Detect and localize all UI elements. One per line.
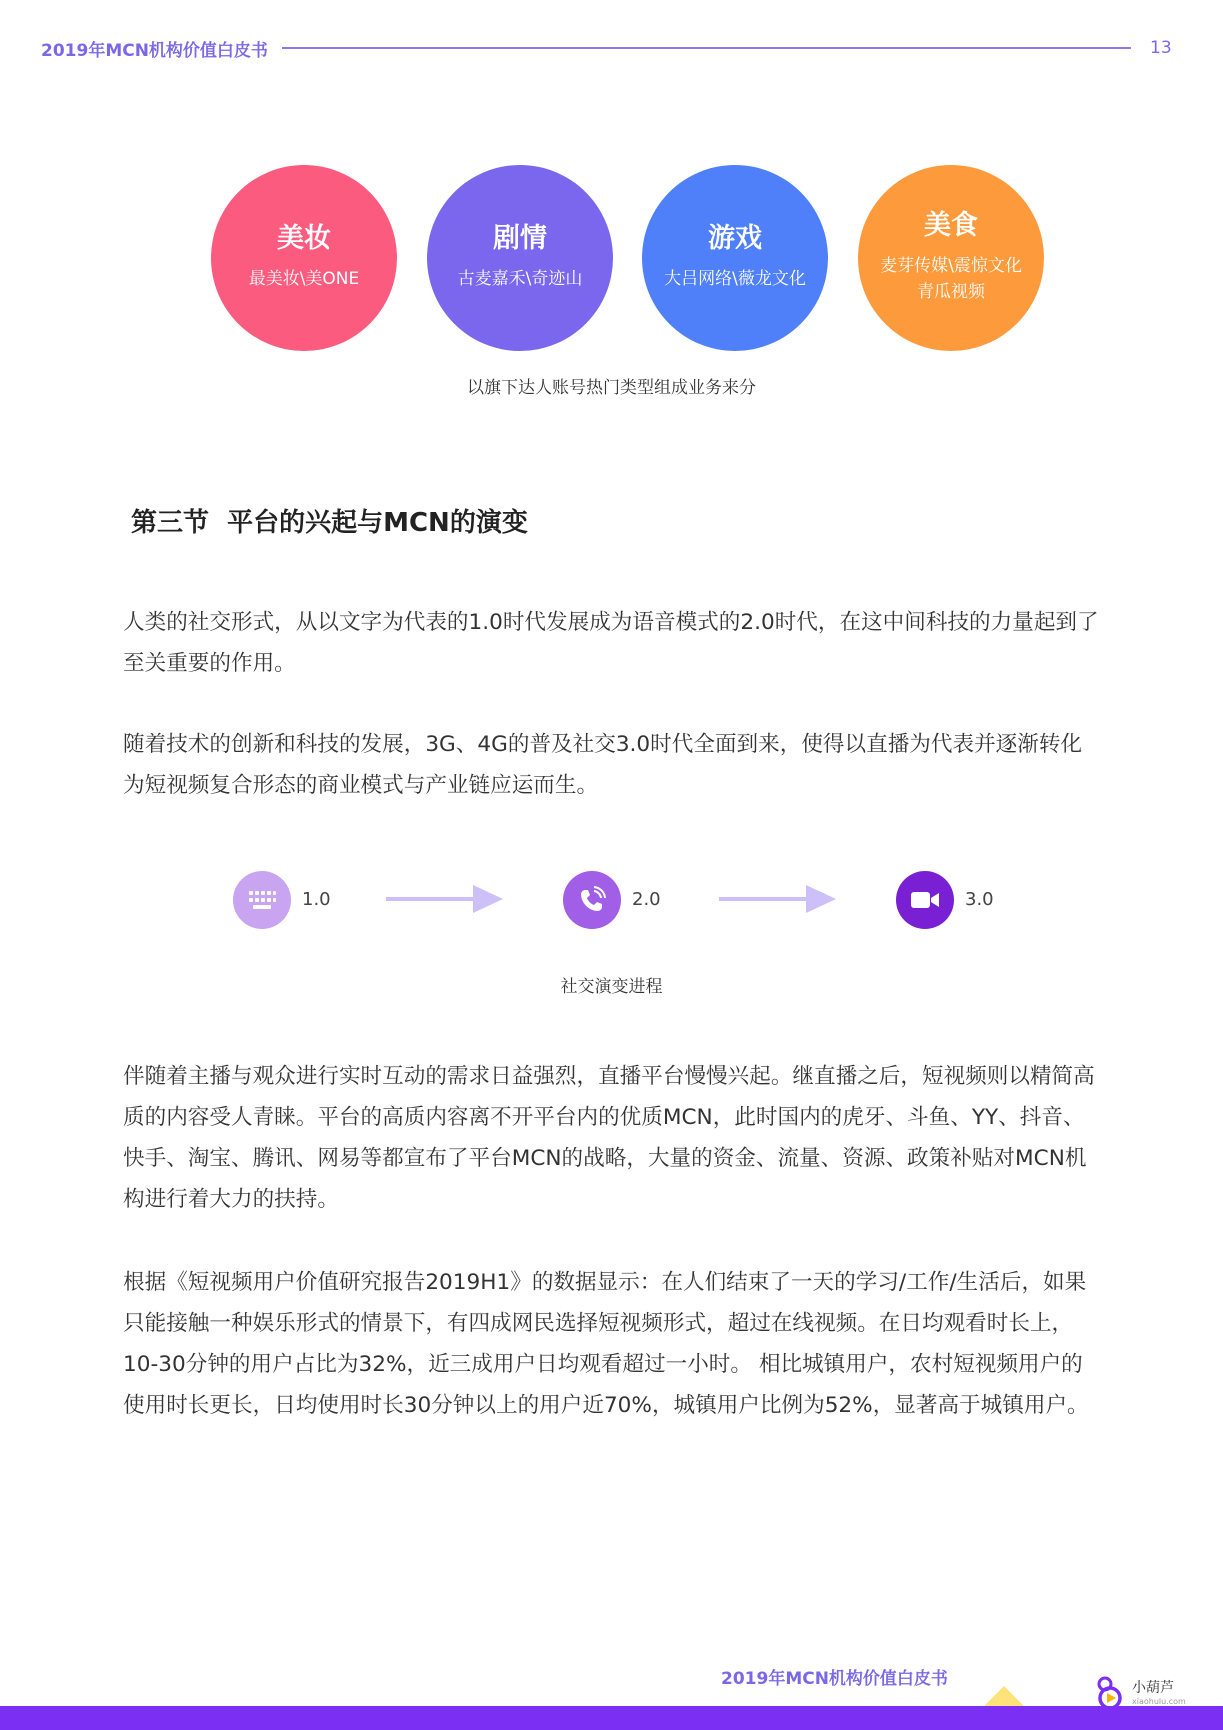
- paragraph-2: 随着技术的创新和科技的发展，3G、4G的普及社交3.0时代全面到来，使得以直播为代表并逐渐转化为短视频复合形态的商业模式与产业链应运而生。: [123, 732, 1083, 798]
- keyboard-icon: [247, 889, 277, 911]
- category-title: 剧情: [493, 223, 547, 255]
- category-subtitle: 古麦嘉禾\奇迹山: [457, 268, 583, 289]
- category-subtitle: 大吕网络\薇龙文化: [664, 268, 806, 289]
- header-divider: [282, 47, 1131, 49]
- category-title: 游戏: [708, 223, 762, 255]
- category-circle-game: [642, 165, 828, 351]
- footer-title: 2019年MCN机构价值白皮书: [721, 1669, 948, 1689]
- category-title: 美食: [924, 210, 978, 242]
- category-subtitle: 最美妆\美ONE: [248, 268, 360, 289]
- timeline-stage-3: [896, 871, 954, 929]
- footer-brand: 小葫芦: [1132, 1680, 1174, 1696]
- category-circle-drama: [427, 165, 613, 351]
- categories-caption: 以旗下达人账号热门类型组成业务来分: [467, 378, 756, 398]
- timeline-arrowhead-1: [473, 885, 503, 913]
- timeline-arrow-1: [386, 897, 476, 901]
- paragraph-1: 人类的社交形式，从以文字为代表的1.0时代发展成为语音模式的2.0时代，在这中间科技的力量起到了至关重要的作用。: [123, 610, 1099, 676]
- timeline-caption: 社交演变进程: [560, 977, 663, 997]
- category-subtitle: 麦芽传媒\震惊文化 青瓜视频: [880, 255, 1022, 302]
- phone-icon: [577, 885, 607, 915]
- timeline-arrow-2: [719, 897, 809, 901]
- paragraph-4: 根据《短视频用户价值研究报告2019H1》的数据显示：在人们结束了一天的学习/工作/生活后，如果只能接触一种娱乐形式的情景下，有四成网民选择短视频形式，超过在线视频。在日均观看时长上，10-30分钟的用户占比为32%，近三成用户日均观看超过一小时。 相比城镇用户，农村短视频用户的使用时长更长，日均使用时长30分钟以上的用户近70%，城镇用户比例为52%，显著高于城镇用户。: [123, 1270, 1089, 1418]
- footer-brand-url: xiaohulu.com: [1132, 1697, 1186, 1706]
- category-title: 美妆: [277, 223, 331, 255]
- timeline-stage-1: [233, 871, 291, 929]
- section-title: 第三节 平台的兴起与MCN的演变: [131, 508, 528, 538]
- timeline-label-2: 2.0: [632, 889, 661, 910]
- timeline-label-1: 1.0: [302, 889, 331, 910]
- paragraph-3: 伴随着主播与观众进行实时互动的需求日益强烈，直播平台慢慢兴起。继直播之后，短视频则以精简高质的内容受人青睐。平台的高质内容离不开平台内的优质MCN，此时国内的虎牙、斗鱼、YY、抖音、快手、淘宝、腾讯、网易等都宣布了平台MCN的战略，大量的资金、流量、资源、政策补贴对MCN机构进行着大力的扶持。: [123, 1064, 1095, 1212]
- header-title: 2019年MCN机构价值白皮书: [41, 41, 268, 61]
- category-circle-food: [858, 165, 1044, 351]
- timeline-stage-2: [563, 871, 621, 929]
- timeline-label-3: 3.0: [965, 889, 994, 910]
- timeline-arrowhead-2: [806, 885, 836, 913]
- page-number: 13: [1150, 38, 1172, 58]
- category-circle-makeup: [211, 165, 397, 351]
- xiaohulu-logo-icon: [1095, 1676, 1127, 1710]
- video-camera-icon: [909, 889, 941, 911]
- footer-bar: [0, 1706, 1223, 1730]
